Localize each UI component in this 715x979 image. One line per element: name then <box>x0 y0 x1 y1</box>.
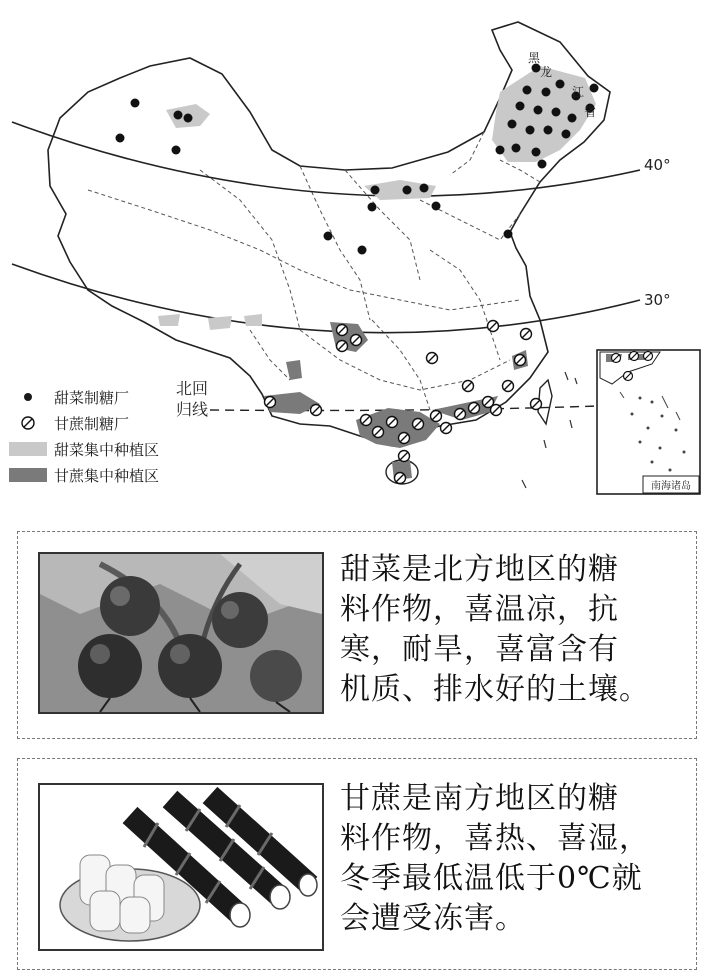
cane-factory-symbol <box>311 405 322 416</box>
beet-factory-dot <box>116 134 125 143</box>
cane-factory-symbol <box>469 403 480 414</box>
province-label-char: 黑 <box>528 51 541 65</box>
cane-factory-symbol <box>612 354 621 363</box>
cane-description: 甘蔗是南方地区的糖 料作物，喜热、喜湿， 冬季最低温低于0℃就 会遭受冻害。 <box>340 781 650 936</box>
beet-factory-dot <box>324 232 333 241</box>
legend-item-cane-area <box>8 462 218 488</box>
province-label-char: 江 <box>572 85 585 99</box>
beet-factory-dot <box>172 146 181 155</box>
beet-factory-dot <box>131 99 140 108</box>
latitude-label-40: 40° <box>644 156 671 174</box>
map-legend <box>8 384 218 488</box>
beet-factory-dot <box>420 184 429 193</box>
beet-factory-dot <box>556 80 565 89</box>
cane-factory-symbol <box>644 352 653 361</box>
province-label-char: 省 <box>584 105 597 119</box>
beet-factory-dot <box>544 126 553 135</box>
cane-factory-symbol <box>337 325 348 336</box>
cane-factory-symbol <box>373 427 384 438</box>
hatched-circle-icon <box>8 414 48 432</box>
cane-factory-symbol <box>337 341 348 352</box>
legend-item-beet-factory <box>8 384 218 410</box>
cane-factory-symbol <box>515 355 526 366</box>
tropic-label-line2: 归线 <box>176 400 209 419</box>
beet-factory-dot <box>568 114 577 123</box>
cane-factory-symbol <box>441 423 452 434</box>
legend-label: 甘蔗集中种植区 <box>54 466 160 485</box>
cane-factory-symbol <box>387 417 398 428</box>
cane-factory-symbol <box>503 381 514 392</box>
cane-factory-symbol <box>413 419 424 430</box>
beet-factory-dot <box>516 102 525 111</box>
cane-factory-symbol <box>463 381 474 392</box>
light-area-swatch <box>8 440 48 458</box>
beet-factory-dot <box>368 203 377 212</box>
cane-factory-symbol <box>521 329 532 340</box>
legend-label: 甜菜制糖厂 <box>54 388 130 407</box>
legend-item-cane-factory <box>8 410 218 436</box>
cane-factory-symbol <box>399 433 410 444</box>
cane-factory-symbol <box>431 411 442 422</box>
legend-item-beet-area <box>8 436 218 462</box>
beet-factory-dot <box>174 111 183 120</box>
beet-factory-dot <box>504 230 513 239</box>
south-sea-inset-label: 南海诸岛 <box>651 481 691 492</box>
beet-factory-dot <box>534 106 543 115</box>
beet-factory-dot <box>184 114 193 123</box>
beet-factory-dot <box>542 88 551 97</box>
cane-factory-symbol <box>395 473 406 484</box>
cane-factory-symbol <box>361 415 372 426</box>
cane-factory-symbol <box>427 353 438 364</box>
tropic-label-line1: 北回 <box>176 379 209 398</box>
south-sea-inset <box>597 350 700 494</box>
beet-factory-dot <box>523 86 532 95</box>
beet-description: 甜菜是北方地区的糖 料作物，喜温凉，抗 寒，耐旱，喜富含有 机质、排水好的土壤。 <box>340 552 650 707</box>
cane-factory-symbol <box>351 335 362 346</box>
filled-dot-icon <box>8 388 48 406</box>
beet-factory-dot <box>358 246 367 255</box>
beet-factory-dot <box>552 108 561 117</box>
beet-factory-dot <box>512 144 521 153</box>
cane-factory-symbol <box>455 409 466 420</box>
cane-factory-symbol <box>630 352 639 361</box>
beet-factory-dot <box>538 160 547 169</box>
beet-photo <box>38 552 324 714</box>
beet-factory-dot <box>432 202 441 211</box>
beet-factory-dot <box>590 84 599 93</box>
beet-factory-dot <box>403 186 412 195</box>
beet-factory-dot <box>508 120 517 129</box>
province-label-char: 龙 <box>540 65 553 79</box>
latitude-label-30: 30° <box>644 291 671 309</box>
dark-area-swatch <box>8 466 48 484</box>
beet-factory-dot <box>532 148 541 157</box>
cane-factory-symbol <box>624 372 633 381</box>
cane-info-box <box>17 758 697 970</box>
cane-factory-symbol <box>265 397 276 408</box>
legend-label: 甜菜集中种植区 <box>54 440 160 459</box>
cane-factory-symbol <box>491 405 502 416</box>
legend-label: 甘蔗制糖厂 <box>54 414 130 433</box>
cane-factory-symbol <box>488 321 499 332</box>
cane-factory-symbol <box>399 451 410 462</box>
beet-factory-dot <box>496 146 505 155</box>
sugarcane-photo <box>38 783 324 951</box>
beet-factory-dot <box>526 126 535 135</box>
beet-factory-dot <box>562 130 571 139</box>
beet-factory-dot <box>371 186 380 195</box>
beet-info-box <box>17 531 697 739</box>
cane-factory-symbol <box>531 399 542 410</box>
